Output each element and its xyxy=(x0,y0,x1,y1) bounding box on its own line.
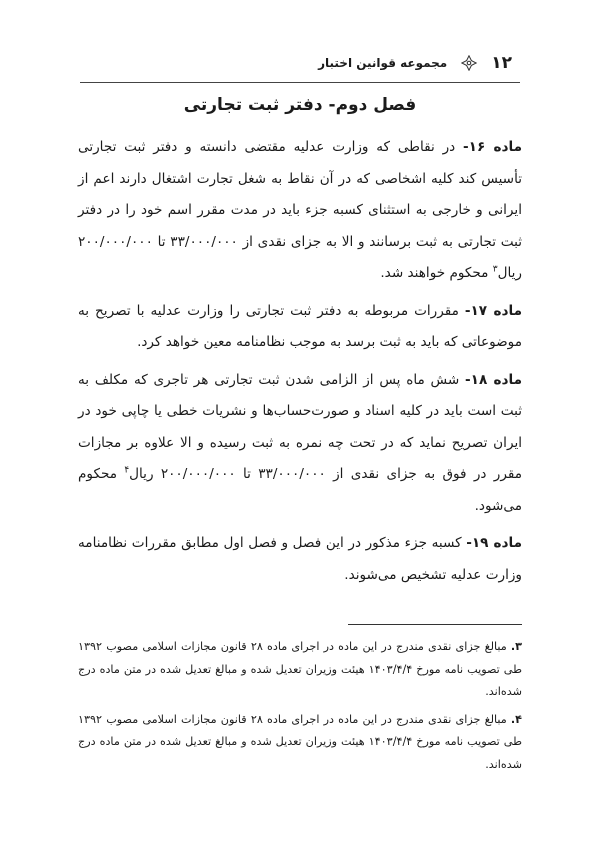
article-heading: ماده ۱۶- xyxy=(463,139,522,155)
page-number: ۱۲ xyxy=(491,53,512,73)
footnote-ref: ۴ xyxy=(124,465,130,476)
footnote-4 xyxy=(78,709,522,777)
footnote-divider xyxy=(348,624,522,625)
footnote-text: مبالغ جزای نقدی مندرج در این ماده در اجرای ماده ۲۸ قانون مجازات اسلامی مصوب ۱۳۹۲ طی تصویب نامه مورخ ۱۴۰۳/۴/۴ هیئت وزیران تعدیل شده و مبالغ تعدیل شده در متن ماده درج شده‌اند. xyxy=(78,640,523,698)
footnote-3 xyxy=(78,636,522,704)
chapter-title: فصل دوم- دفتر ثبت تجارتی xyxy=(183,95,417,115)
running-header xyxy=(88,46,512,80)
footnote-number: ۴. xyxy=(510,712,522,726)
article-text-end: محکوم خواهند شد. xyxy=(380,265,493,281)
article-text-end: محکوم می‌شود. xyxy=(78,466,522,514)
article-text: شش ماه پس از الزامی شدن ثبت تجارتی هر تاجری که مکلف به ثبت است باید در کلیه اسناد و صورت‌حساب‌ها و نشریات خطی یا چاپی خود در ایران تصریح نماید که در تحت چه نمره به ثبت رسیده و الا علاوه بر مجازات مقرر در فوق به جزای نقدی از ۳۳/۰۰۰/۰۰۰ تا ۲۰۰/۰۰۰/۰۰۰ ریال xyxy=(78,371,522,482)
book-title: مجموعه قوانین اختبار xyxy=(318,56,448,70)
footnote-number: ۳. xyxy=(510,640,522,653)
article-17 xyxy=(78,296,522,359)
four-petal-ornament-icon xyxy=(461,55,477,71)
article-text: مقررات مربوطه به دفتر ثبت تجارتی را وزارت عدلیه با تصریح به موضوعاتی که باید به ثبت برسد به موجب نظامنامه معین خواهد کرد. xyxy=(78,302,522,350)
article-text: کسبه جزء مذکور در این فصل و فصل اول مطابق مقررات نظامنامه وزارت عدلیه تشخیص می‌شوند. xyxy=(78,535,522,583)
footnote-text: مبالغ جزای نقدی مندرج در این ماده در اجرای ماده ۲۸ قانون مجازات اسلامی مصوب ۱۳۹۲ طی تصویب نامه مورخ ۱۴۰۳/۴/۴ هیئت وزیران تعدیل شده و مبالغ تعدیل شده در متن ماده درج شده‌اند. xyxy=(78,712,523,771)
footnote-ref: ۳ xyxy=(492,264,498,275)
article-body xyxy=(78,132,522,597)
article-19 xyxy=(78,528,522,591)
footnotes xyxy=(78,636,522,781)
article-text: در نقاطی که وزارت عدلیه مقتضی دانسته و دفتر ثبت تجارتی تأسیس کند کلیه اشخاصی که در آن نقاط به شغل تجارت اشتغال دارند اعم از ایرانی و خارجی به استثنای کسبه جزء باید در مدت مقرر اسم خود را در دفتر ثبت تجارتی به ثبت برسانند و الا به جزای نقدی از ۳۳/۰۰۰/۰۰۰ تا ۲۰۰/۰۰۰/۰۰۰ ریال xyxy=(78,139,522,281)
header-divider xyxy=(80,82,520,83)
article-16 xyxy=(78,132,522,290)
article-heading: ماده ۱۸- xyxy=(465,371,522,388)
article-heading: ماده ۱۷- xyxy=(464,302,522,319)
article-heading: ماده ۱۹- xyxy=(466,535,522,551)
article-18 xyxy=(78,365,522,523)
